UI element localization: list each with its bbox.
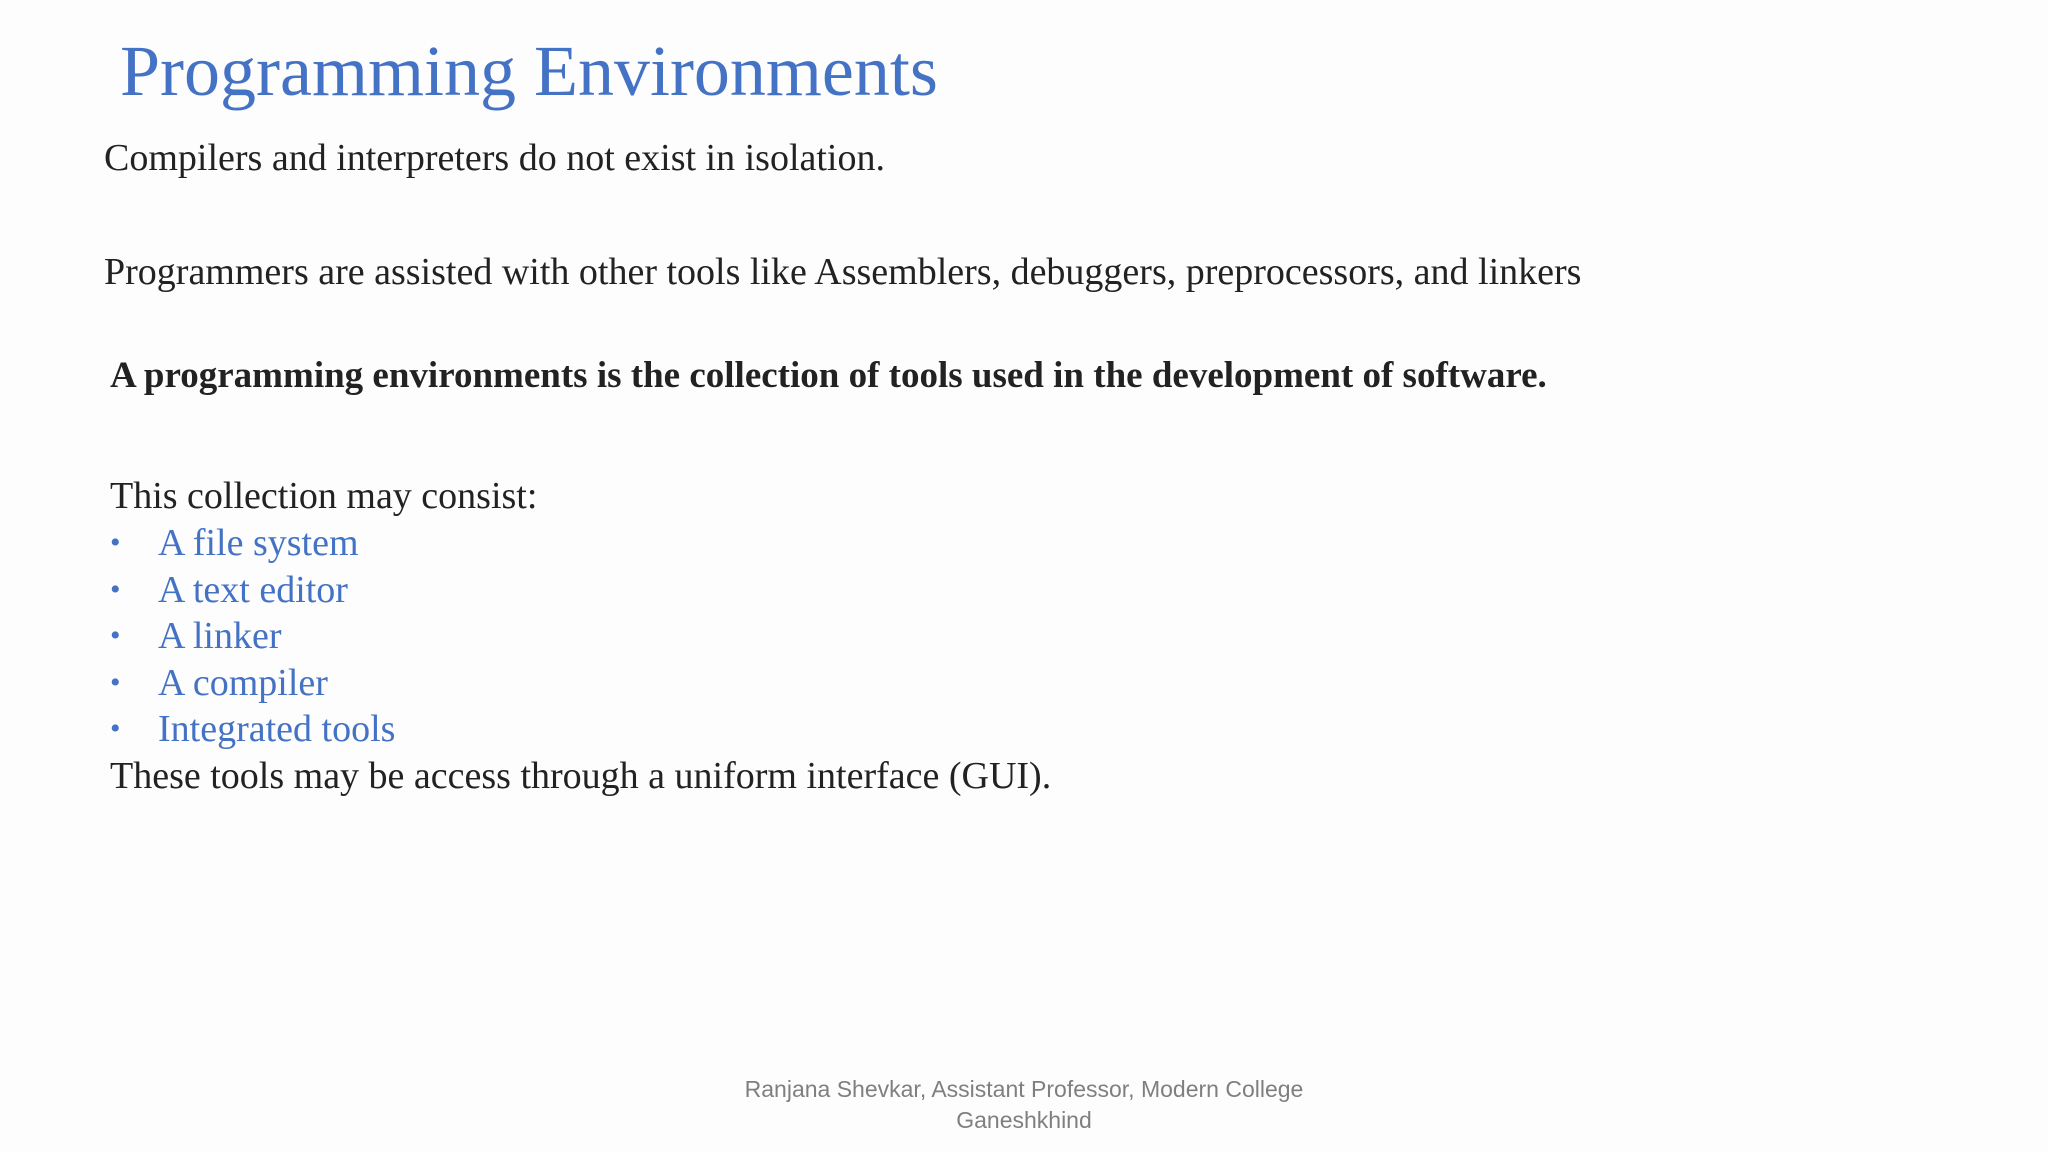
bullet-text: A file system xyxy=(158,522,359,565)
paragraph-definition: A programming environments is the collection of tools used in the development of software. xyxy=(110,355,1547,396)
paragraph-tools: Programmers are assisted with other tools like Assemblers, debuggers, preprocessors, and linkers xyxy=(104,251,1582,293)
footer xyxy=(0,1074,2048,1136)
bullet-icon: • xyxy=(110,619,121,653)
bullet-icon: • xyxy=(110,526,121,560)
bullet-text: Integrated tools xyxy=(158,708,396,751)
slide-title: Programming Environments xyxy=(120,31,938,111)
list-item xyxy=(110,660,395,707)
bullet-text: A text editor xyxy=(158,568,348,611)
bullet-text: A linker xyxy=(158,615,282,658)
footer-line-author: Ranjana Shevkar, Assistant Professor, Modern College xyxy=(744,1076,1304,1102)
footer-line-location: Ganeshkhind xyxy=(956,1107,1092,1133)
bullet-icon: • xyxy=(110,572,121,606)
list-item xyxy=(110,520,395,567)
list-item xyxy=(110,613,395,660)
paragraph-isolation: Compilers and interpreters do not exist in isolation. xyxy=(104,137,885,179)
paragraph-interface: These tools may be access through a uniform interface (GUI). xyxy=(110,755,1052,797)
bullet-icon: • xyxy=(110,665,121,699)
bullet-icon: • xyxy=(110,712,121,746)
bullet-list xyxy=(110,520,395,753)
bullet-text: A compiler xyxy=(158,661,328,704)
list-item xyxy=(110,567,395,614)
list-item xyxy=(110,706,395,753)
paragraph-collection-intro: This collection may consist: xyxy=(110,475,538,517)
